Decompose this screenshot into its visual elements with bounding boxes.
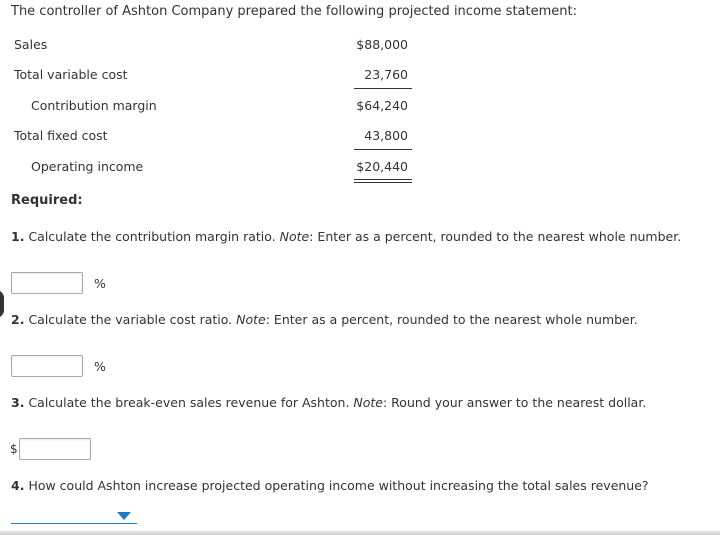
contribution-margin-label: Contribution margin xyxy=(31,98,157,113)
sales-label: Sales xyxy=(14,37,48,52)
note-text: : Enter as a percent, rounded to the nearest whole number. xyxy=(309,229,682,244)
question-text: How could Ashton increase projected operating income without increasing the total sales revenue? xyxy=(28,478,649,493)
contribution-margin-ratio-input[interactable] xyxy=(11,272,83,294)
note-label: Note xyxy=(236,312,266,327)
chevron-down-icon xyxy=(117,512,131,520)
operating-income-label: Operating income xyxy=(31,159,144,174)
total-double-rule-bottom xyxy=(354,182,412,183)
answer-dropdown[interactable] xyxy=(11,508,137,524)
subtotal-rule xyxy=(354,149,412,150)
break-even-sales-input[interactable] xyxy=(19,438,91,460)
bottom-scroll-bar xyxy=(0,531,720,535)
dollar-prefix: $ xyxy=(10,442,18,456)
problem-intro: The controller of Ashton Company prepared the following projected income statement: xyxy=(11,4,577,19)
required-heading: Required: xyxy=(11,193,83,208)
variable-cost-ratio-input[interactable] xyxy=(11,355,83,377)
note-text: : Enter as a percent, rounded to the nearest whole number. xyxy=(265,312,638,327)
question-text: Calculate the contribution margin ratio. xyxy=(28,229,276,244)
fixed-cost-value: 43,800 xyxy=(364,128,408,143)
note-text: : Round your answer to the nearest dollar. xyxy=(383,395,647,410)
sales-value: $88,000 xyxy=(356,37,408,52)
total-double-rule-top xyxy=(354,179,412,180)
contribution-margin-value: $64,240 xyxy=(356,98,408,113)
variable-cost-label: Total variable cost xyxy=(14,67,128,82)
operating-income-value: $20,440 xyxy=(356,159,408,174)
question-4 xyxy=(11,478,649,493)
note-label: Note xyxy=(279,229,310,244)
question-1 xyxy=(11,229,681,244)
percent-unit: % xyxy=(94,276,106,291)
question-2 xyxy=(11,312,638,327)
subtotal-rule xyxy=(354,88,412,89)
scroll-marker xyxy=(0,290,4,318)
question-text: Calculate the break-even sales revenue for Ashton. xyxy=(28,395,350,410)
variable-cost-value: 23,760 xyxy=(364,67,408,82)
question-number: 4. xyxy=(11,478,25,493)
question-number: 1. xyxy=(11,229,25,244)
percent-unit: % xyxy=(94,359,106,374)
question-text: Calculate the variable cost ratio. xyxy=(28,312,233,327)
question-number: 2. xyxy=(11,312,25,327)
question-3 xyxy=(11,395,646,410)
note-label: Note xyxy=(353,395,383,410)
question-number: 3. xyxy=(11,395,25,410)
fixed-cost-label: Total fixed cost xyxy=(14,128,108,143)
